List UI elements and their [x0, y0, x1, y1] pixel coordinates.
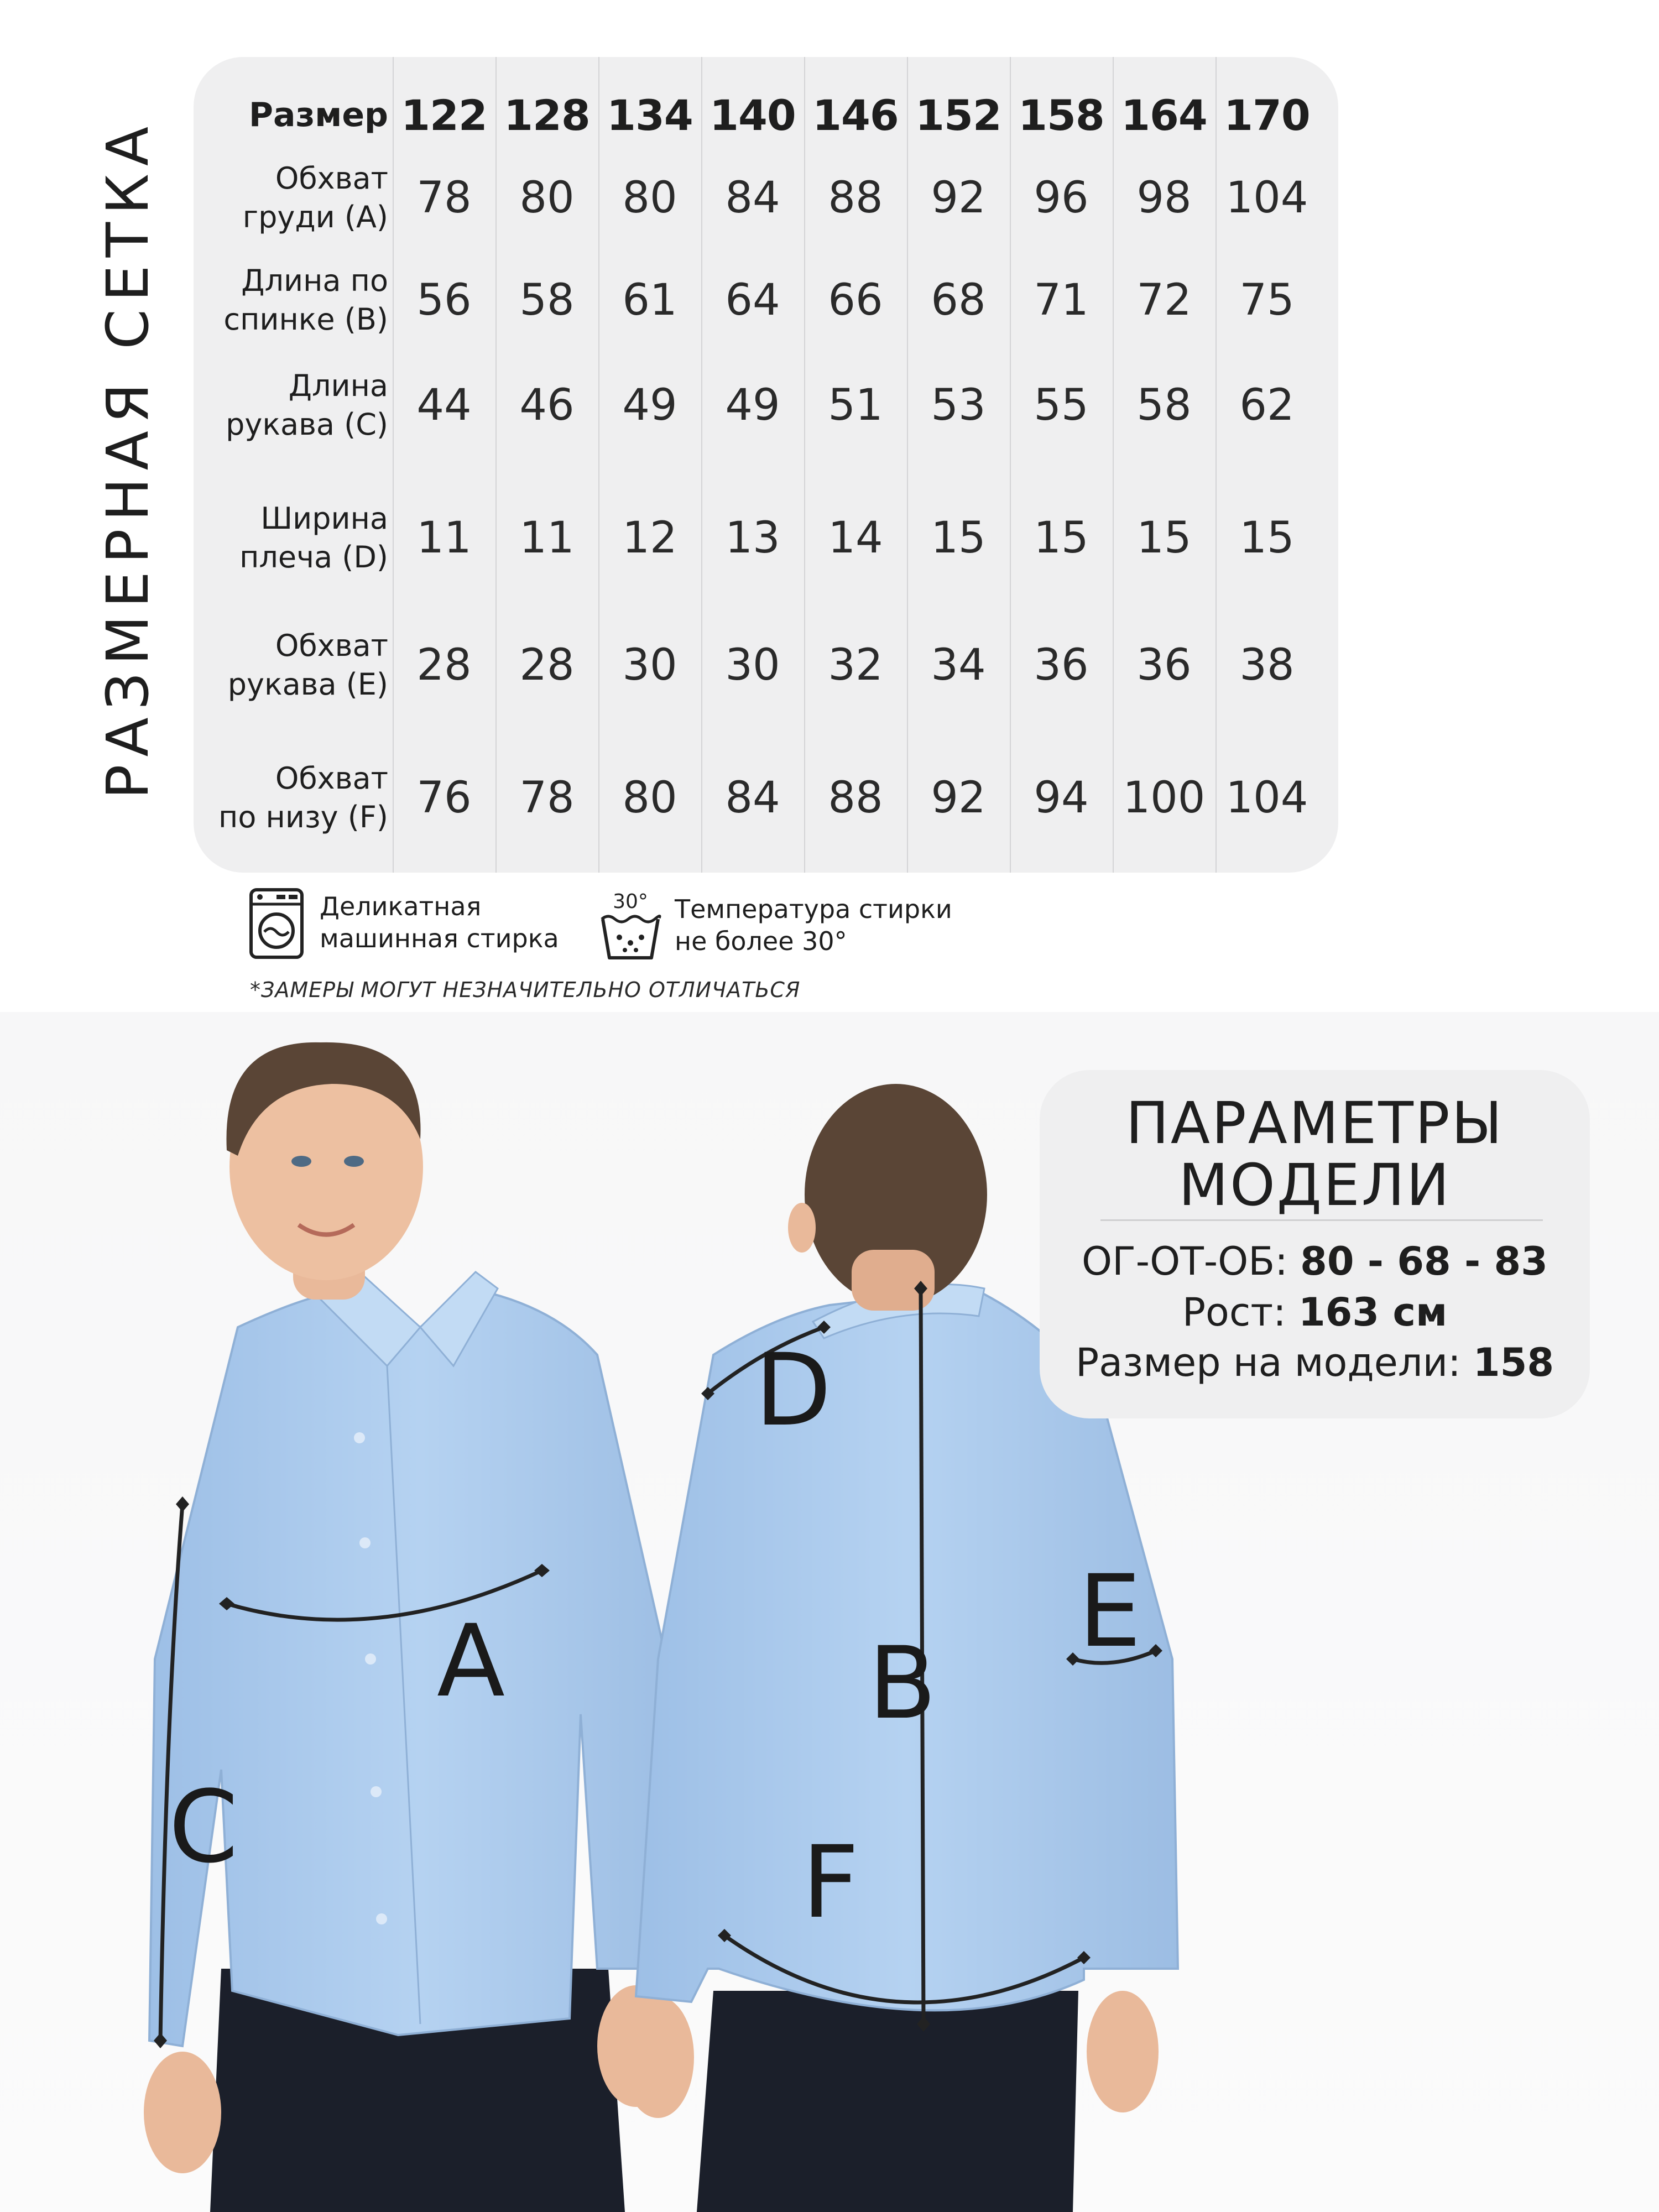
table-value-cell: 58	[1136, 380, 1192, 430]
row-label	[194, 143, 393, 253]
size-header-label: Размер	[248, 96, 388, 134]
table-value-cell: 96	[1034, 173, 1089, 223]
size-table-card	[194, 57, 1338, 873]
table-value-cell: 38	[1239, 640, 1295, 690]
model-params-title	[1040, 1089, 1590, 1219]
model-measurements-label: ОГ-ОТ-ОБ:	[1082, 1239, 1301, 1284]
temp-text-line1: Температура стирки	[675, 894, 952, 924]
model-params-card	[1040, 1070, 1590, 1418]
row-label	[194, 610, 393, 721]
size-header-cell: 170	[1224, 90, 1310, 140]
row-label-line1: Обхват	[275, 161, 388, 196]
row-label	[194, 350, 393, 461]
model-measurements-value: 80 - 68 - 83	[1300, 1239, 1548, 1284]
size-table	[194, 57, 1338, 873]
row-label-line2: рукава (E)	[227, 667, 388, 702]
size-header-cell: 140	[709, 90, 796, 140]
table-value-cell: 58	[519, 275, 575, 325]
table-value-cell: 80	[519, 173, 575, 223]
table-value-cell: 104	[1225, 773, 1308, 823]
size-header-cell: 122	[401, 90, 487, 140]
size-header-cell: 152	[915, 90, 1001, 140]
table-value-cell: 88	[828, 173, 883, 223]
measure-letter-b: B	[868, 1626, 937, 1741]
table-value-cell: 66	[828, 275, 883, 325]
table-value-cell: 80	[622, 773, 677, 823]
table-value-cell: 92	[931, 773, 986, 823]
measure-letter-a: A	[437, 1604, 505, 1719]
table-value-cell: 13	[725, 513, 780, 563]
size-header-cell: 158	[1018, 90, 1104, 140]
table-value-cell: 84	[725, 773, 780, 823]
measure-letter-e: E	[1078, 1554, 1141, 1670]
row-label	[194, 245, 393, 356]
row-label-line2: рукава (С)	[226, 407, 388, 442]
row-label-line1: Длина	[288, 368, 388, 403]
table-value-cell: 68	[931, 275, 986, 325]
temp-icon-label: 30°	[613, 890, 648, 913]
table-value-cell: 61	[622, 275, 677, 325]
temperature-wash-icon	[597, 885, 664, 962]
size-chart-title: РАЗМЕРНАЯ СЕТКА	[94, 118, 161, 800]
table-value-cell: 15	[931, 513, 986, 563]
table-value-cell: 64	[725, 275, 780, 325]
model-height	[1040, 1290, 1590, 1335]
table-value-cell: 11	[416, 513, 472, 563]
size-header-cell: 134	[607, 90, 693, 140]
row-label	[194, 483, 393, 593]
table-value-cell: 32	[828, 640, 883, 690]
table-value-cell: 72	[1136, 275, 1192, 325]
table-value-cell: 104	[1225, 173, 1308, 223]
table-value-cell: 92	[931, 173, 986, 223]
row-label-line1: Длина по	[241, 263, 388, 298]
table-value-cell: 100	[1123, 773, 1206, 823]
washing-machine-icon	[249, 888, 304, 959]
table-value-cell: 78	[416, 173, 472, 223]
care-instructions	[249, 885, 1023, 962]
model-params-divider	[1100, 1219, 1543, 1221]
size-header-cell: 146	[812, 90, 899, 140]
table-value-cell: 15	[1239, 513, 1295, 563]
size-header-cell: 128	[504, 90, 590, 140]
model-size	[1040, 1340, 1590, 1385]
measure-letter-c: C	[169, 1770, 238, 1885]
row-label-line2: груди (А)	[242, 200, 388, 234]
table-value-cell: 84	[725, 173, 780, 223]
row-label-line2: спинке (В)	[223, 302, 388, 337]
size-header-cell: 164	[1121, 90, 1207, 140]
model-measurements	[1040, 1239, 1590, 1284]
model-params-title-line2: МОДЕЛИ	[1178, 1151, 1451, 1219]
table-value-cell: 36	[1136, 640, 1192, 690]
row-label-line1: Ширина	[260, 501, 388, 536]
temp-text-line2: не более 30°	[675, 926, 847, 956]
table-value-cell: 49	[725, 380, 780, 430]
table-value-cell: 15	[1034, 513, 1089, 563]
model-height-value: 163 см	[1298, 1290, 1448, 1335]
table-value-cell: 28	[519, 640, 575, 690]
table-value-cell: 94	[1034, 773, 1089, 823]
wash-text-line1: Деликатная	[320, 891, 482, 921]
table-value-cell: 62	[1239, 380, 1295, 430]
row-label-line2: плеча (D)	[239, 540, 388, 575]
table-value-cell: 88	[828, 773, 883, 823]
row-label	[194, 743, 393, 853]
table-value-cell: 34	[931, 640, 986, 690]
disclaimer: *ЗАМЕРЫ МОГУТ НЕЗНАЧИТЕЛЬНО ОТЛИЧАТЬСЯ	[250, 978, 801, 1002]
table-value-cell: 46	[519, 380, 575, 430]
model-height-label: Рост:	[1182, 1290, 1298, 1335]
table-value-cell: 80	[622, 173, 677, 223]
wash-text-line2: машинная стирка	[320, 924, 559, 953]
table-value-cell: 36	[1034, 640, 1089, 690]
table-value-cell: 76	[416, 773, 472, 823]
table-value-cell: 56	[416, 275, 472, 325]
model-size-label: Размер на модели:	[1075, 1340, 1473, 1385]
row-label-line2: по низу (F)	[218, 800, 388, 834]
table-value-cell: 49	[622, 380, 677, 430]
table-value-cell: 15	[1136, 513, 1192, 563]
table-value-cell: 28	[416, 640, 472, 690]
front-model	[144, 1042, 691, 2212]
table-value-cell: 14	[828, 513, 883, 563]
table-value-cell: 44	[416, 380, 472, 430]
table-value-cell: 51	[828, 380, 883, 430]
table-value-cell: 71	[1034, 275, 1089, 325]
table-value-cell: 55	[1034, 380, 1089, 430]
table-value-cell: 12	[622, 513, 677, 563]
table-value-cell: 75	[1239, 275, 1295, 325]
row-label-line1: Обхват	[275, 628, 388, 663]
table-value-cell: 98	[1136, 173, 1192, 223]
table-value-cell: 53	[931, 380, 986, 430]
table-value-cell: 30	[622, 640, 677, 690]
measure-letter-d: D	[755, 1333, 832, 1448]
row-label-line1: Обхват	[275, 761, 388, 796]
model-params-title-line1: ПАРАМЕТРЫ	[1125, 1089, 1504, 1157]
table-value-cell: 78	[519, 773, 575, 823]
table-value-cell: 11	[519, 513, 575, 563]
table-value-cell: 30	[725, 640, 780, 690]
measure-letter-f: F	[802, 1825, 859, 1940]
model-size-value: 158	[1473, 1340, 1554, 1385]
